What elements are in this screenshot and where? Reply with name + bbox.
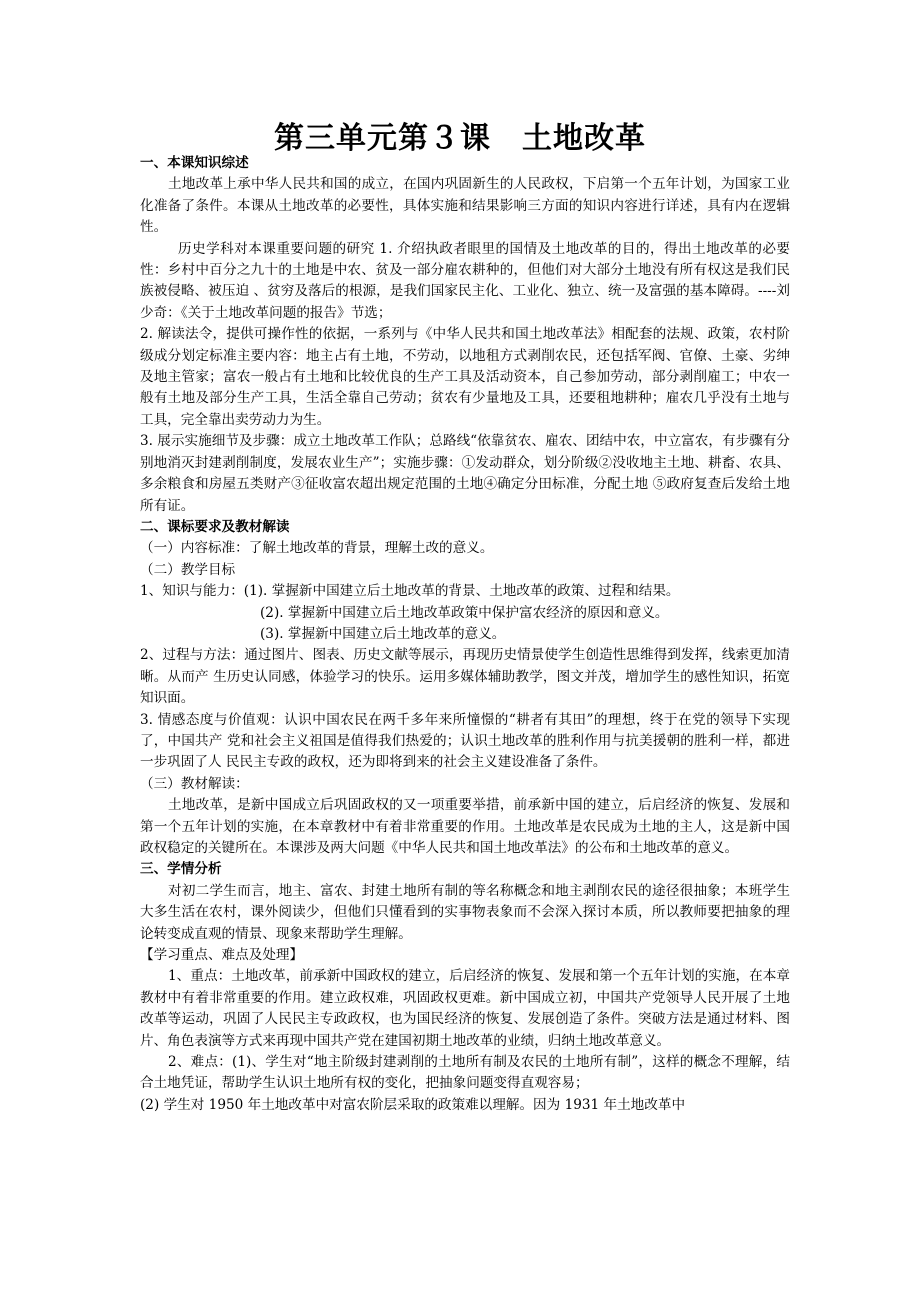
paragraph: 1、重点：土地改革，前承新中国政权的建立，后启经济的恢复、发展和第一个五年计划的实施，在本章教材中有着非常重要的作用。建立政权难，巩固政权更难。新中国成立初，中国共产党领导人民开展了土地改革等运动，巩固了人民民主专政政权，也为国民经济的恢复、发展创造了条件。突破方法是通过材料、图片、角色表演等方式来再现中国共产党在建国初期土地改革的业绩，归纳土地改革意义。	[140, 968, 790, 1049]
list-item: 1、知识与能力：(1). 掌握新中国建立后土地改革的背景、土地改革的政策、过程和结果。	[140, 583, 680, 600]
section-heading: 一、本课知识综述	[140, 155, 249, 171]
list-item: (2). 掌握新中国建立后土地改革政策中保护富农经济的原因和意义。	[260, 604, 669, 621]
paragraph: （三）教材解读：	[140, 775, 249, 792]
paragraph: 2、难点：(1)、学生对“地主阶级封建剥削的土地所有制及农民的土地所有制”，这样的概念不理解，结合土地凭证，帮助学生认识土地所有权的变化，把抽象问题变得直观容易；	[140, 1054, 790, 1092]
paragraph: 土地改革，是新中国成立后巩固政权的又一项重要举措，前承新中国的建立，后启经济的恢复、发展和第一个五年计划的实施，在本章教材中有着非常重要的作用。土地改革是农民成为土地的主人，这是新中国政权稳定的关键所在。本课涉及两大问题《中华人民共和国土地改革法》的公布和土地改革的意义。	[140, 797, 790, 856]
paragraph: 2、过程与方法：通过图片、图表、历史文献等展示，再现历史情景使学生创造性思维得到发挥，线索更加清晰。从而产 生历史认同感，体验学习的快乐。运用多媒体辅助教学，图文并茂，增加学生的感性知识，拓宽知识面。	[140, 647, 790, 707]
paragraph: 历史学科对本课重要问题的研究 1. 介绍执政者眼里的国情及土地改革的目的，得出土地改革的必要性：乡村中百分之九十的土地是中农、贫及一部分雇农耕种的，但他们对大部分土地没有所有权这是我们民族被侵略、被压迫 、贫穷及落后的根源，是我们国家民主化、工业化、独立、统一及富强的基本障碍。----刘少奇：《关于土地改革问题的报告》节选；	[140, 240, 790, 321]
paragraph: 对初二学生而言，地主、富农、封建土地所有制的等名称概念和地主剥削农民的途径很抽象；本班学生大多生活在农村，课外阅读少，但他们只懂看到的实事物表象而不会深入探讨本质，所以教师要把抽象的理论转变成直观的情景、现象来帮助学生理解。	[140, 882, 790, 942]
document-body	[140, 153, 790, 1116]
paragraph: 3. 展示实施细节及步骤：成立土地改革工作队；总路线“依靠贫农、雇农、团结中农，中立富农，有步骤有分别地消灭封建剥削制度，发展农业生产”；实施步骤：①发动群众，划分阶级②没收地主土地、耕畜、农具、多余粮食和房屋五类财产③征收富农超出规定范围的土地④确定分田标准，分配土地 ⑤政府复查后发给土地所有证。	[140, 433, 790, 514]
list-item: (3). 掌握新中国建立后土地改革的意义。	[260, 625, 506, 642]
section-heading: 二、课标要求及教材解读	[140, 518, 290, 535]
paragraph: （二）教学目标	[140, 561, 236, 578]
page-title: 第三单元第３课 土地改革	[274, 121, 646, 156]
paragraph: 2. 解读法令，提供可操作性的依据，一系列与《中华人民共和国土地改革法》相配套的法规、政策，农村阶级成分划定标准主要内容：地主占有土地，不劳动，以地租方式剥削农民，还包括军阀、官僚、土豪、劣绅及地主管家；富农一般占有土地和比较优良的生产工具及活动资本，自己参加劳动，部分剥削雇工；中农一般有土地及部分生产工具，生活全靠自己劳动；贫农有少量地及工具，还要租地耕种；雇农几乎没有土地与工具，完全靠出卖劳动力为生。	[140, 326, 790, 428]
section-heading: 三、学情分析	[140, 861, 222, 878]
paragraph: 土地改革上承中华人民共和国的成立，在国内巩固新生的人民政权，下启第一个五年计划，为国家工业化准备了条件。本课从土地改革的必要性，具体实施和结果影响三方面的知识内容进行详述，具有内在逻辑性。	[140, 176, 790, 236]
paragraph: （一）内容标准：了解土地改革的背景，理解土改的意义。	[140, 540, 494, 557]
paragraph: (2) 学生对 1950 年土地改革中对富农阶层采取的政策难以理解。因为 1931 年土地改革中	[140, 1096, 686, 1113]
paragraph: 3. 情感态度与价值观：认识中国农民在两千多年来所憧憬的“耕者有其田”的理想，终于在党的领导下实现了，中国共产 党和社会主义祖国是值得我们热爱的；认识土地改革的胜利作用与抗美援朝的胜利一样，都进一步巩固了人 民民主专政的政权，还为即将到来的社会主义建设准备了条件。	[140, 711, 790, 771]
paragraph: 【学习重点、难点及处理】	[140, 947, 304, 964]
